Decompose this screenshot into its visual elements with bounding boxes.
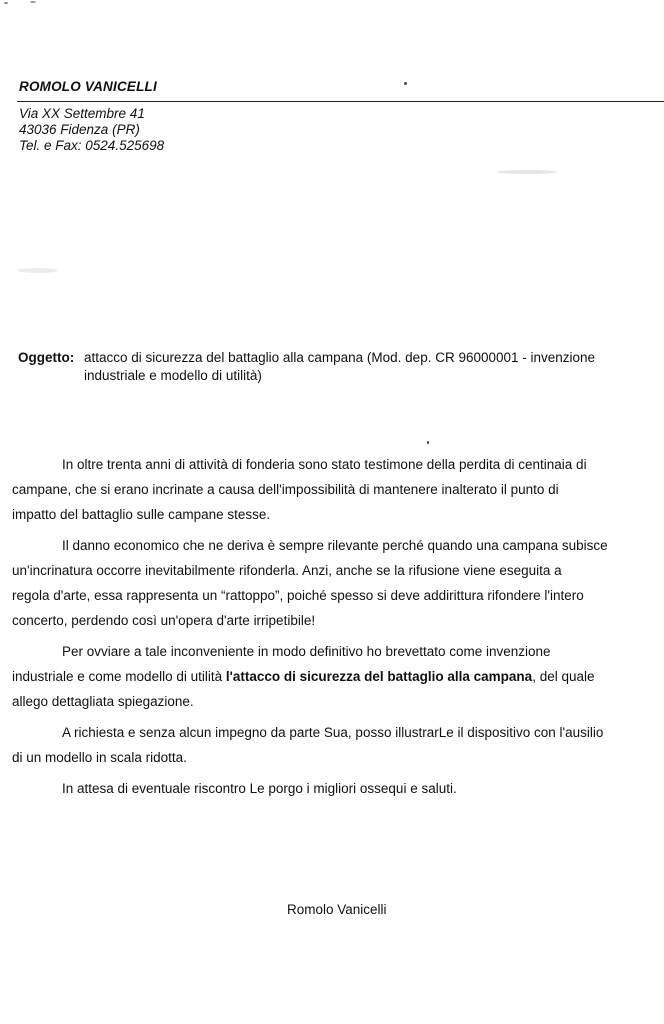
subject-label: Oggetto: (18, 350, 75, 365)
paragraph-4 (12, 720, 664, 770)
scan-speck (404, 82, 407, 85)
header-rule (17, 101, 664, 102)
paragraph-line: In attesa di eventuale riscontro Le porgo i migliori ossequi e saluti. (62, 781, 457, 796)
paragraph-5 (12, 776, 664, 801)
paragraph-line: allego dettagliata spiegazione. (12, 694, 194, 709)
paragraph-text: industriale e come modello di utilità (12, 669, 226, 684)
scan-speck (497, 170, 557, 174)
address-phone-fax: Tel. e Fax: 0524.525698 (19, 138, 165, 153)
paragraph-line: regola d'arte, essa rappresenta un “rattoppo”, poiché spesso si deve addirittura rifondere l'intero (12, 588, 584, 603)
paragraph-1 (12, 452, 664, 527)
scan-speck (427, 441, 429, 444)
paragraph-line: A richiesta e senza alcun impegno da parte Sua, posso illustrarLe il dispositivo con l'ausilio (62, 725, 604, 740)
paragraph-line: Per ovviare a tale inconveniente in modo definitivo ho brevettato come invenzione (62, 644, 551, 659)
address-street: Via XX Settembre 41 (19, 106, 145, 121)
paragraph-line: impatto del battaglio sulle campane stesse. (12, 507, 271, 522)
scan-speck (18, 268, 58, 273)
letter-body (12, 452, 664, 807)
paragraph-3 (12, 639, 664, 714)
subject-line-1: attacco di sicurezza del battaglio alla campana (Mod. dep. CR 96000001 - invenzione (84, 350, 596, 365)
sender-address (19, 106, 164, 154)
subject-block (18, 349, 595, 385)
paragraph-line: Il danno economico che ne deriva è sempre rilevante perché quando una campana subisce (62, 538, 608, 553)
scan-speck (30, 1, 36, 3)
paragraph-line: In oltre trenta anni di attività di fonderia sono stato testimone della perdita di centinaia di (62, 457, 587, 472)
scan-speck (4, 2, 8, 4)
paragraph-line (12, 664, 664, 689)
subject-line-2: industriale e modello di utilità) (84, 368, 262, 383)
invention-title: l'attacco di sicurezza del battaglio alla campana (225, 669, 533, 684)
sender-name: ROMOLO VANICELLI (19, 79, 157, 94)
paragraph-2 (12, 533, 664, 633)
paragraph-line: di un modello in scala ridotta. (12, 750, 187, 765)
paragraph-line: concerto, perdendo così un'opera d'arte irripetibile! (12, 613, 316, 628)
paragraph-line: campane, che si erano incrinate a causa dell'impossibilità di mantenere inalterato il punto di (12, 482, 559, 497)
paragraph-text: , del quale (532, 669, 595, 684)
address-city: 43036 Fidenza (PR) (19, 122, 140, 137)
signature: Romolo Vanicelli (287, 902, 387, 917)
paragraph-line: un'incrinatura occorre inevitabilmente rifonderla. Anzi, anche se la rifusione viene eseguita a (12, 563, 562, 578)
